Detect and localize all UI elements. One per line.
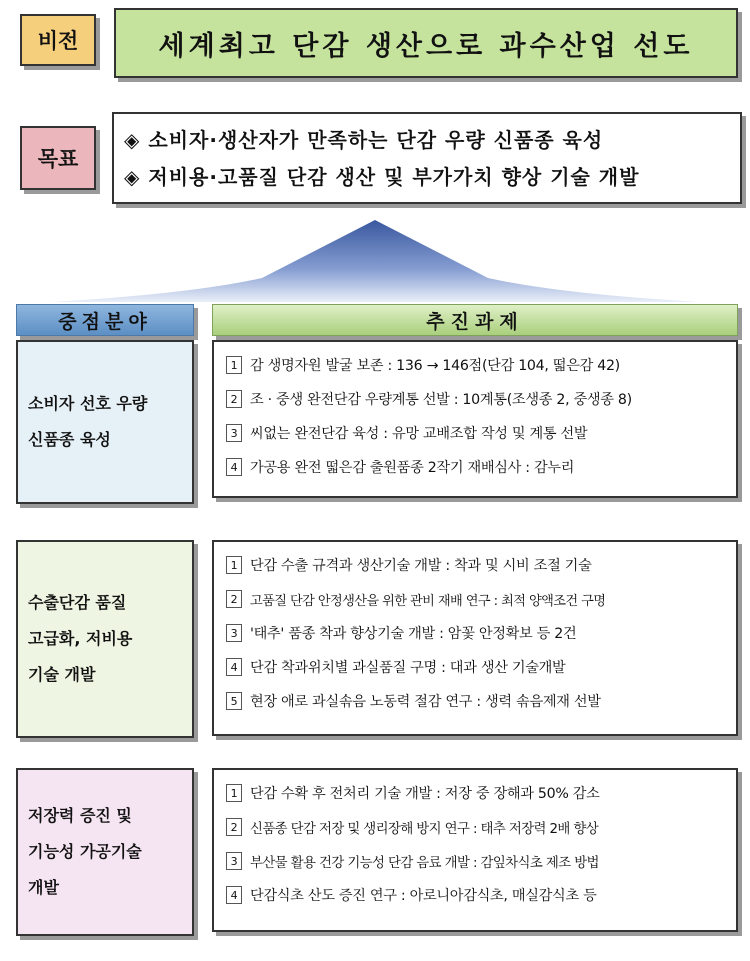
task-text: 단감식초 산도 증진 연구 : 아로니아감식초, 매실감식초 등 [250, 888, 597, 904]
task-item [226, 650, 730, 684]
task-list-2 [212, 540, 738, 736]
focus-area-1 [16, 340, 194, 504]
goal-box [112, 112, 742, 204]
task-number: 3 [226, 624, 242, 642]
focus-area-line: 저장력 증진 및 [28, 806, 132, 825]
task-number: 2 [226, 390, 242, 408]
task-item [226, 548, 730, 582]
task-item [226, 450, 730, 484]
task-text: 현장 애로 과실솎음 노동력 절감 연구 : 생력 솎음제재 선발 [250, 694, 601, 710]
task-text: 씨없는 완전단감 육성 : 유망 교배조합 작성 및 계통 선발 [250, 426, 588, 442]
task-number: 1 [226, 556, 242, 574]
focus-area-line: 고급화, 저비용 [28, 629, 133, 648]
task-list-3 [212, 768, 738, 932]
task-list-1 [212, 340, 738, 498]
task-item [226, 416, 730, 450]
task-item [226, 582, 730, 616]
focus-area-line: 기능성 가공기술 [28, 842, 142, 861]
task-number: 1 [226, 784, 242, 802]
task-number: 3 [226, 852, 242, 870]
goal-item-text: 소비자·생산자가 만족하는 단감 우량 신품종 육성 [148, 128, 604, 152]
task-text: 조 · 중생 완전단감 우량계통 선발 : 10계통(조생종 2, 중생종 8) [250, 392, 632, 408]
focus-area-line: 신품종 육성 [28, 430, 111, 449]
task-number: 4 [226, 658, 242, 676]
task-text: '태추' 품종 착과 향상기술 개발 : 암꽃 안정확보 등 2건 [250, 626, 577, 642]
goal-item [124, 122, 730, 159]
task-number: 5 [226, 692, 242, 710]
up-arrow-icon [0, 218, 750, 310]
focus-area-header: 중점분야 [16, 304, 194, 336]
goal-item-text: 저비용·고품질 단감 생산 및 부가가치 향상 기술 개발 [148, 165, 640, 189]
task-number: 1 [226, 356, 242, 374]
focus-area-3 [16, 768, 194, 936]
focus-area-2 [16, 540, 194, 738]
task-text: 고품질 단감 안정생산을 위한 관비 재배 연구 : 최적 양액조건 구명 [250, 593, 606, 609]
task-text: 신품종 단감 저장 및 생리장해 방지 연구 : 태추 저장력 2배 향상 [250, 821, 599, 837]
task-text: 단감 수출 규격과 생산기술 개발 : 착과 및 시비 조절 기술 [250, 558, 592, 574]
vision-label: 비전 [20, 14, 96, 66]
goal-label: 목표 [20, 126, 96, 190]
task-item [226, 810, 730, 844]
task-item [226, 684, 730, 718]
focus-area-line: 수출단감 품질 [28, 593, 127, 612]
task-number: 2 [226, 818, 242, 836]
task-item [226, 776, 730, 810]
diamond-bullet-icon: ◈ [124, 165, 141, 189]
task-text: 단감 착과위치별 과실품질 구명 : 대과 생산 기술개발 [250, 660, 566, 676]
task-text: 부산물 활용 건강 기능성 단감 음료 개발 : 감잎차식초 제조 방법 [250, 855, 599, 871]
task-item [226, 616, 730, 650]
task-number: 3 [226, 424, 242, 442]
task-item [226, 382, 730, 416]
task-item [226, 348, 730, 382]
task-item [226, 844, 730, 878]
task-text: 감 생명자원 발굴 보존 : 136 → 146점(단감 104, 떫은감 42) [250, 358, 620, 374]
task-number: 4 [226, 458, 242, 476]
tasks-header: 추진과제 [212, 304, 738, 336]
focus-area-line: 개발 [28, 878, 59, 897]
task-number: 2 [226, 590, 242, 608]
task-text: 단감 수확 후 전처리 기술 개발 : 저장 중 장해과 50% 감소 [250, 786, 600, 802]
task-text: 가공용 완전 떫은감 출원품종 2작기 재배심사 : 감누리 [250, 460, 575, 476]
focus-area-line: 소비자 선호 우량 [28, 394, 148, 413]
focus-area-line: 기술 개발 [28, 665, 96, 684]
diamond-bullet-icon: ◈ [124, 128, 141, 152]
task-number: 4 [226, 886, 242, 904]
vision-statement: 세계최고 단감 생산으로 과수산업 선도 [114, 8, 738, 78]
goal-item [124, 159, 730, 196]
task-item [226, 878, 730, 912]
